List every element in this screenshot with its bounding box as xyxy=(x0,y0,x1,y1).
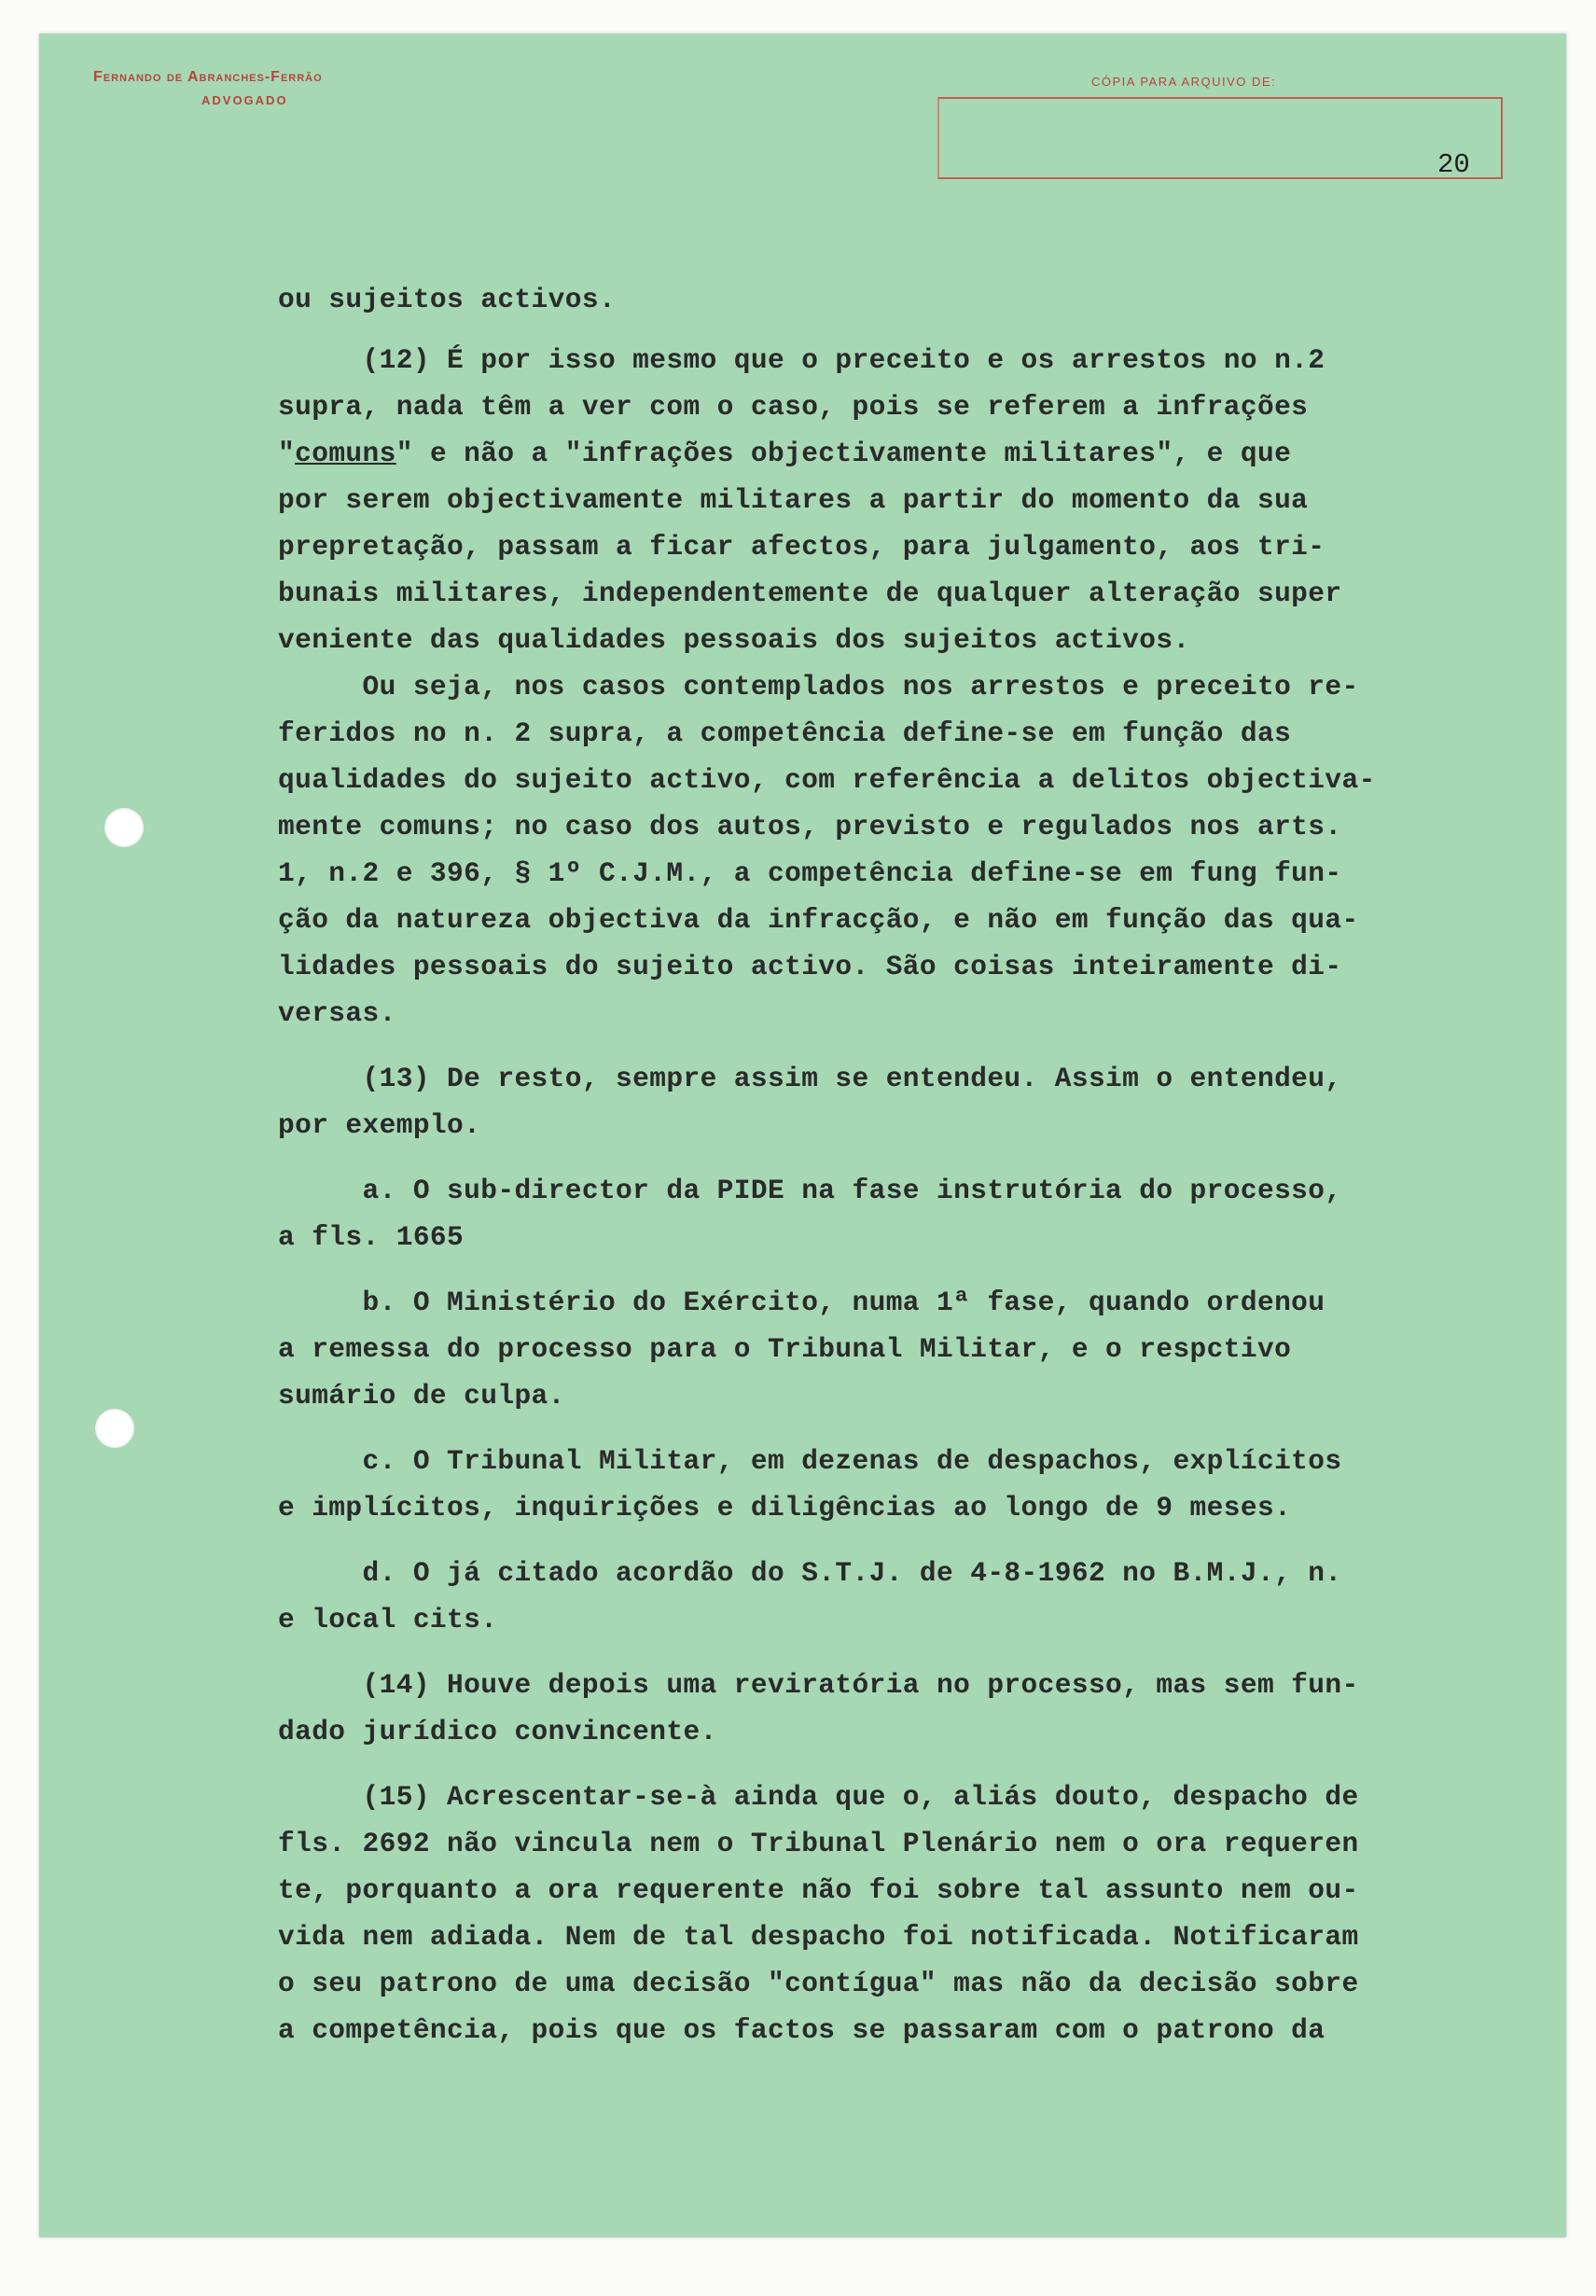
text-line: (14) Houve depois uma reviratória no processo, mas sem fun- xyxy=(278,1669,1359,1701)
text-line: d. O já citado acordão do S.T.J. de 4-8-1962 no B.M.J., n. xyxy=(278,1557,1342,1589)
punch-hole-bottom xyxy=(95,1409,134,1448)
text-line: a. O sub-director da PIDE na fase instrutória do processo, xyxy=(278,1175,1342,1206)
text-line: c. O Tribunal Militar, em dezenas de despachos, explícitos xyxy=(278,1445,1342,1477)
text-line: a competência, pois que os factos se passaram com o patrono da xyxy=(278,2014,1325,2046)
text-line: fls. 2692 não vincula nem o Tribunal Plenário nem o ora requeren xyxy=(278,1828,1359,1859)
text-line: ção da natureza objectiva da infracção, e não em função das qua- xyxy=(278,904,1359,936)
text-line: feridos no n. 2 supra, a competência define-se em função das xyxy=(278,717,1292,749)
text-line: e local cits. xyxy=(278,1604,498,1635)
text-line: vida nem adiada. Nem de tal despacho foi notificada. Notificaram xyxy=(278,1921,1359,1953)
text-line: "comuns" e não a "infrações objectivamente militares", e que xyxy=(278,438,1292,469)
text-line: b. O Ministério do Exército, numa 1ª fase, quando ordenou xyxy=(278,1287,1325,1318)
text-line: e implícitos, inquirições e diligências ao longo de 9 meses. xyxy=(278,1492,1292,1524)
text-line: sumário de culpa. xyxy=(278,1380,565,1412)
letterhead-name: Fernando de Abranches-Ferrão xyxy=(93,69,323,85)
text-line: veniente das qualidades pessoais dos sujeitos activos. xyxy=(278,624,1190,656)
text-line: versas. xyxy=(278,997,396,1029)
text-line: ou sujeitos activos. xyxy=(278,284,617,315)
text-line: o seu patrono de uma decisão "contígua" mas não da decisão sobre xyxy=(278,1968,1359,1999)
text-line: supra, nada têm a ver com o caso, pois se referem a infrações xyxy=(278,391,1309,423)
letterhead-role: ADVOGADO xyxy=(201,93,288,107)
text-line: 1, n.2 e 396, § 1º C.J.M., a competência define-se em fung fun- xyxy=(278,857,1342,889)
text-line: prepretação, passam a ficar afectos, para julgamento, aos tri- xyxy=(278,531,1325,563)
text-line: lidades pessoais do sujeito activo. São coisas inteiramente di- xyxy=(278,951,1342,982)
text-line: (12) É por isso mesmo que o preceito e os arrestos no n.2 xyxy=(278,344,1325,376)
text-line: (13) De resto, sempre assim se entendeu. Assim o entendeu, xyxy=(278,1063,1342,1094)
text-line: bunais militares, independentemente de qualquer alteração super xyxy=(278,577,1342,609)
text-line: mente comuns; no caso dos autos, previsto e regulados nos arts. xyxy=(278,811,1342,842)
text-line: qualidades do sujeito activo, com referência a delitos objectiva- xyxy=(278,764,1376,796)
underlined-word: comuns xyxy=(295,438,396,469)
text-line: (15) Acrescentar-se-à ainda que o, aliás douto, despacho de xyxy=(278,1781,1359,1813)
text-line: por serem objectivamente militares a partir do momento da sua xyxy=(278,484,1309,516)
page-number: 20 xyxy=(1437,149,1470,180)
archive-label: CÓPIA PARA ARQUIVO DE: xyxy=(1091,75,1277,89)
text-line: a fls. 1665 xyxy=(278,1221,465,1253)
text-line: te, porquanto a ora requerente não foi sobre tal assunto nem ou- xyxy=(278,1874,1359,1906)
text-line: dado jurídico convincente. xyxy=(278,1716,717,1747)
punch-hole-top xyxy=(104,808,144,847)
text-line: por exemplo. xyxy=(278,1109,481,1141)
archive-box xyxy=(937,97,1503,179)
document-body xyxy=(278,276,1556,2053)
text-line: a remessa do processo para o Tribunal Militar, e o respctivo xyxy=(278,1333,1292,1365)
text-line: Ou seja, nos casos contemplados nos arrestos e preceito re- xyxy=(278,671,1359,703)
